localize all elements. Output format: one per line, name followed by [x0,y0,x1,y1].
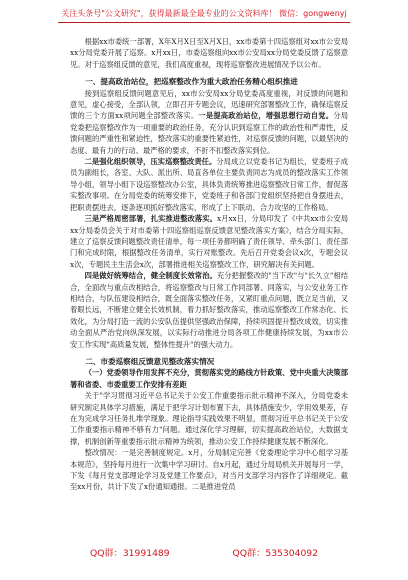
s1-p3-text: x月xx日，分局印发了《中共xx市公安局xx分局委员会关于对市委第十四巡察组巡察反馈意见整改落实方案》，结合分局实际，建立了巡察反馈问题整改责任清单，每一项任务都明确了责任领导、牵头部门、责任部门和完成时限，根据整改任务清单，实行对账整改。先后召开党委会议x次，专题会议x次，专题民主生活会x次，部署推进相关巡察整改工作，研究解决有关问题。 [70,214,348,269]
s1-p1-bold: 一是提高政治站位，增强思想行动自觉。 [198,111,334,121]
header-rule [58,22,350,23]
s1-p3-bold: 三是严格周密部署，扎实推进整改落实。 [84,214,217,224]
intro-paragraph: 根据xx市委统一部署，X年X月X日至X月X日，xx市委第十四巡察组对xx市公安局xx分局党委开展了巡察。x月xx日，市委巡察组向xx市公安局xx分局党委反馈了巡察意见。对于巡察组反馈的意见，我们高度重视，现将巡察整改进展情况予以公布。 [70,37,348,69]
section-1-para-4 [70,270,348,350]
footer-qq-1: QQ群：31991489 [90,548,170,559]
section-1-para-1 [70,88,348,156]
s1-p2-text: 分局成立以党委书记为组长，党委班子成员为副组长，各室、大队、派出所、局直各单位主要负责同志为成员的整改落实工作领导小组，领导小组下设巡察整改办公室，具体负责统筹推进巡察整改日常工作，督促落实整改事项。在分局党委的统筹安排下，党委班子和各部门党组织坚持把自身摆进去，把职责摆进去，逐条逐项抓好整改落实，形成了上下联动、合力攻坚的工作格局。 [70,157,349,212]
section-1-para-3 [70,213,348,270]
section-2-para-2: 整改情况：一是完善制度规定。x月，分局制定完善《党委理论学习中心组学习基本规范》，坚持每月进行一次集中学习研讨。自x月起，通过分局局机关开展每月一学，下发《每月党支部理论学习及党建工作要点》，对当月支部学习内容作了详细规定。截至xx月份，共计下发了x份通知通报。二是推进党员 [70,448,348,492]
s1-p1-text: 接到巡察组反馈问题意见后，xx市公安局xx分局党委高度重视，对反馈的问题和意见，虚心接受，全部认领，立即召开专题会议，迅速研究部署整改工作，确保巡察反馈的三个方面xx项问题全部整改落实。 [70,88,348,121]
footer-qq-2: QQ群：535304092 [232,548,318,559]
section-1-title: 一、提高政治站位，把巡察整改作为重大政治任务精心组织推进 [85,77,298,87]
s1-p4-text: 充分把握整改的"当下改"与"长久立"相结合，全面改与重点改相结合，将巡察整改与日常工作同部署、同落实，与公安业务工作相结合，与队伍建设相结合，既全面落实整改任务，又紧盯重点问题，既立足当前，又着眼长远，不断建立健全长效机制，着力抓好整改落实，推动巡察整改工作常态化、长效化，为分局打造一流的公安队伍提供坚强政治保障，持续巩固提升整改成效，切实推动全面从严治党向纵深发展，以实际行动推进分局各项工作健康持续发展，为xx市公安工作实现"高质量发展，整体性提升"的强大动力。 [70,271,348,349]
section-2-subtitle-1: （一）党委领导作用发挥不充分，贯彻落实党的路线方针政策、党中央重大决策部署和省委、市委重要工作安排有差距 [70,368,348,389]
header-banner: 关注头条号"公文研究"，获得最新最全最专业的公文资料库！ 微信：gongwenyj [61,9,347,18]
s1-p1b-text: 分局党委把巡察整改作为一项重要的政治任务，充分认识到巡察工作的政治性和严肃性，反馈问题的严重性和紧迫性，整改落实的重要性紧迫性，对巡察反馈的问题，以最坚决的态度、最有力的行动、最严格的要求，不折不扣整改落实到位。 [70,111,349,155]
section-2-title: 二、市委巡察组反馈意见整改落实情况 [85,356,215,366]
s1-p2-bold: 二是强化组织领导，压实巡察整改责任。 [84,157,217,167]
section-1-para-2 [70,156,348,213]
s1-p4-bold: 四是做好统筹结合，健全制度长效常治。 [84,271,217,281]
section-2-para-1: 关于"学习贯彻习近平总书记关于公安工作重要指示批示精神不深入，分局党委未研究制定具体学习措施，满足于把学习计划布置下去，具体措施安少，学用效果差，存在为完成学习任务扎堆学现象。理论指导实践效果不明显，贯彻习近平总书记关于公安工作重要指示精神不够有力"问题。通过深化学习理解，切实提高政治站位，大数据支撑，机制创新等重要指示批示精神为统领，推动公安工作持续健康发展不断深化。 [70,391,348,446]
document-body [70,36,348,493]
footer-contacts [0,548,408,560]
